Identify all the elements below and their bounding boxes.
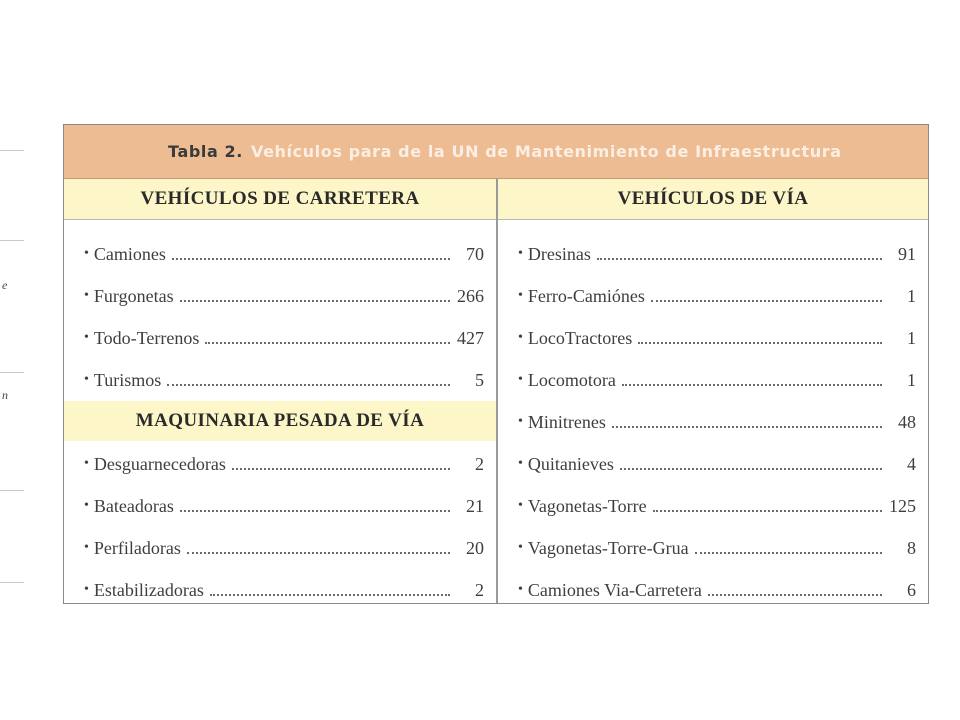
margin-rule — [0, 490, 24, 491]
row-label: Locomotora — [527, 369, 616, 390]
table-row — [518, 323, 916, 353]
bullet-icon: • — [518, 498, 523, 513]
row-value: 4 — [907, 453, 916, 474]
bullet-icon: • — [518, 372, 523, 387]
row-label: Camiones — [93, 243, 166, 264]
margin-rule — [0, 240, 24, 241]
row-value: 48 — [898, 411, 916, 432]
row-value: 1 — [907, 327, 916, 348]
margin-rule — [0, 582, 24, 583]
row-value: 21 — [466, 495, 484, 516]
bullet-icon: • — [518, 540, 523, 555]
leader-dots — [651, 300, 882, 302]
road-vehicles-header: VEHÍCULOS DE CARRETERA — [64, 179, 496, 220]
heavy-machinery-header: MAQUINARIA PESADA DE VÍA — [64, 401, 496, 441]
table-row — [518, 281, 916, 311]
row-label: Furgonetas — [93, 285, 174, 306]
row-label: Bateadoras — [93, 495, 174, 516]
table-row — [518, 365, 916, 395]
row-label: Desguarnecedoras — [93, 453, 226, 474]
table-row — [518, 449, 916, 479]
table-row — [84, 449, 484, 479]
bullet-icon: • — [518, 330, 523, 345]
row-value: 5 — [475, 369, 484, 390]
left-margin-marks — [0, 0, 30, 720]
bullet-icon: • — [518, 414, 523, 429]
leader-dots — [180, 300, 450, 302]
leader-dots — [205, 342, 450, 344]
margin-text: n — [2, 388, 8, 402]
row-label: Quitanieves — [527, 453, 614, 474]
row-label: Todo-Terrenos — [93, 327, 200, 348]
bullet-icon: • — [518, 582, 523, 597]
left-column — [64, 179, 496, 603]
row-label: Estabilizadoras — [93, 579, 204, 600]
leader-dots — [638, 342, 882, 344]
table-row — [84, 281, 484, 311]
table-number: Tabla 2. — [168, 142, 243, 161]
leader-dots — [187, 552, 450, 554]
bullet-icon: • — [84, 372, 89, 387]
vehicles-table — [63, 124, 929, 604]
row-value: 1 — [907, 285, 916, 306]
row-label: Turismos — [93, 369, 162, 390]
table-row — [84, 323, 484, 353]
bullet-icon: • — [84, 540, 89, 555]
bullet-icon: • — [84, 288, 89, 303]
row-value: 6 — [907, 579, 916, 600]
bullet-icon: • — [84, 582, 89, 597]
track-vehicles-header: VEHÍCULOS DE VÍA — [498, 179, 928, 220]
table-row — [84, 575, 484, 605]
bullet-icon: • — [84, 330, 89, 345]
bullet-icon: • — [518, 246, 523, 261]
table-row — [84, 239, 484, 269]
row-value: 125 — [889, 495, 916, 516]
leader-dots — [708, 594, 882, 596]
leader-dots — [695, 552, 882, 554]
row-value: 2 — [475, 453, 484, 474]
leader-dots — [232, 468, 450, 470]
bullet-icon: • — [84, 498, 89, 513]
table-title-bar — [64, 125, 928, 179]
leader-dots — [612, 426, 882, 428]
row-label: LocoTractores — [527, 327, 633, 348]
table-row — [518, 575, 916, 605]
leader-dots — [597, 258, 882, 260]
row-label: Camiones Via-Carretera — [527, 579, 702, 600]
leader-dots — [167, 384, 450, 386]
bullet-icon: • — [84, 246, 89, 261]
leader-dots — [620, 468, 882, 470]
row-value: 8 — [907, 537, 916, 558]
bullet-icon: • — [84, 456, 89, 471]
margin-text: e — [2, 278, 8, 292]
table-row — [84, 491, 484, 521]
row-value: 70 — [466, 243, 484, 264]
table-row — [518, 491, 916, 521]
table-title: Vehículos para de la UN de Mantenimiento de Infraestructura — [250, 142, 842, 161]
row-value: 91 — [898, 243, 916, 264]
row-value: 266 — [457, 285, 484, 306]
table-row — [518, 533, 916, 563]
row-label: Vagonetas-Torre — [527, 495, 647, 516]
table-row — [84, 365, 484, 395]
margin-rule — [0, 372, 24, 373]
leader-dots — [210, 594, 450, 596]
leader-dots — [653, 510, 882, 512]
bullet-icon: • — [518, 288, 523, 303]
row-label: Minitrenes — [527, 411, 606, 432]
bullet-icon: • — [518, 456, 523, 471]
row-label: Dresinas — [527, 243, 591, 264]
right-column — [498, 179, 928, 603]
row-label: Perfiladoras — [93, 537, 181, 558]
row-label: Ferro-Camiónes — [527, 285, 645, 306]
row-value: 427 — [457, 327, 484, 348]
leader-dots — [180, 510, 450, 512]
leader-dots — [622, 384, 882, 386]
row-label: Vagonetas-Torre-Grua — [527, 537, 689, 558]
row-value: 20 — [466, 537, 484, 558]
table-row — [518, 239, 916, 269]
table-row — [84, 533, 484, 563]
leader-dots — [172, 258, 450, 260]
table-row — [518, 407, 916, 437]
row-value: 2 — [475, 579, 484, 600]
margin-rule — [0, 150, 24, 151]
row-value: 1 — [907, 369, 916, 390]
